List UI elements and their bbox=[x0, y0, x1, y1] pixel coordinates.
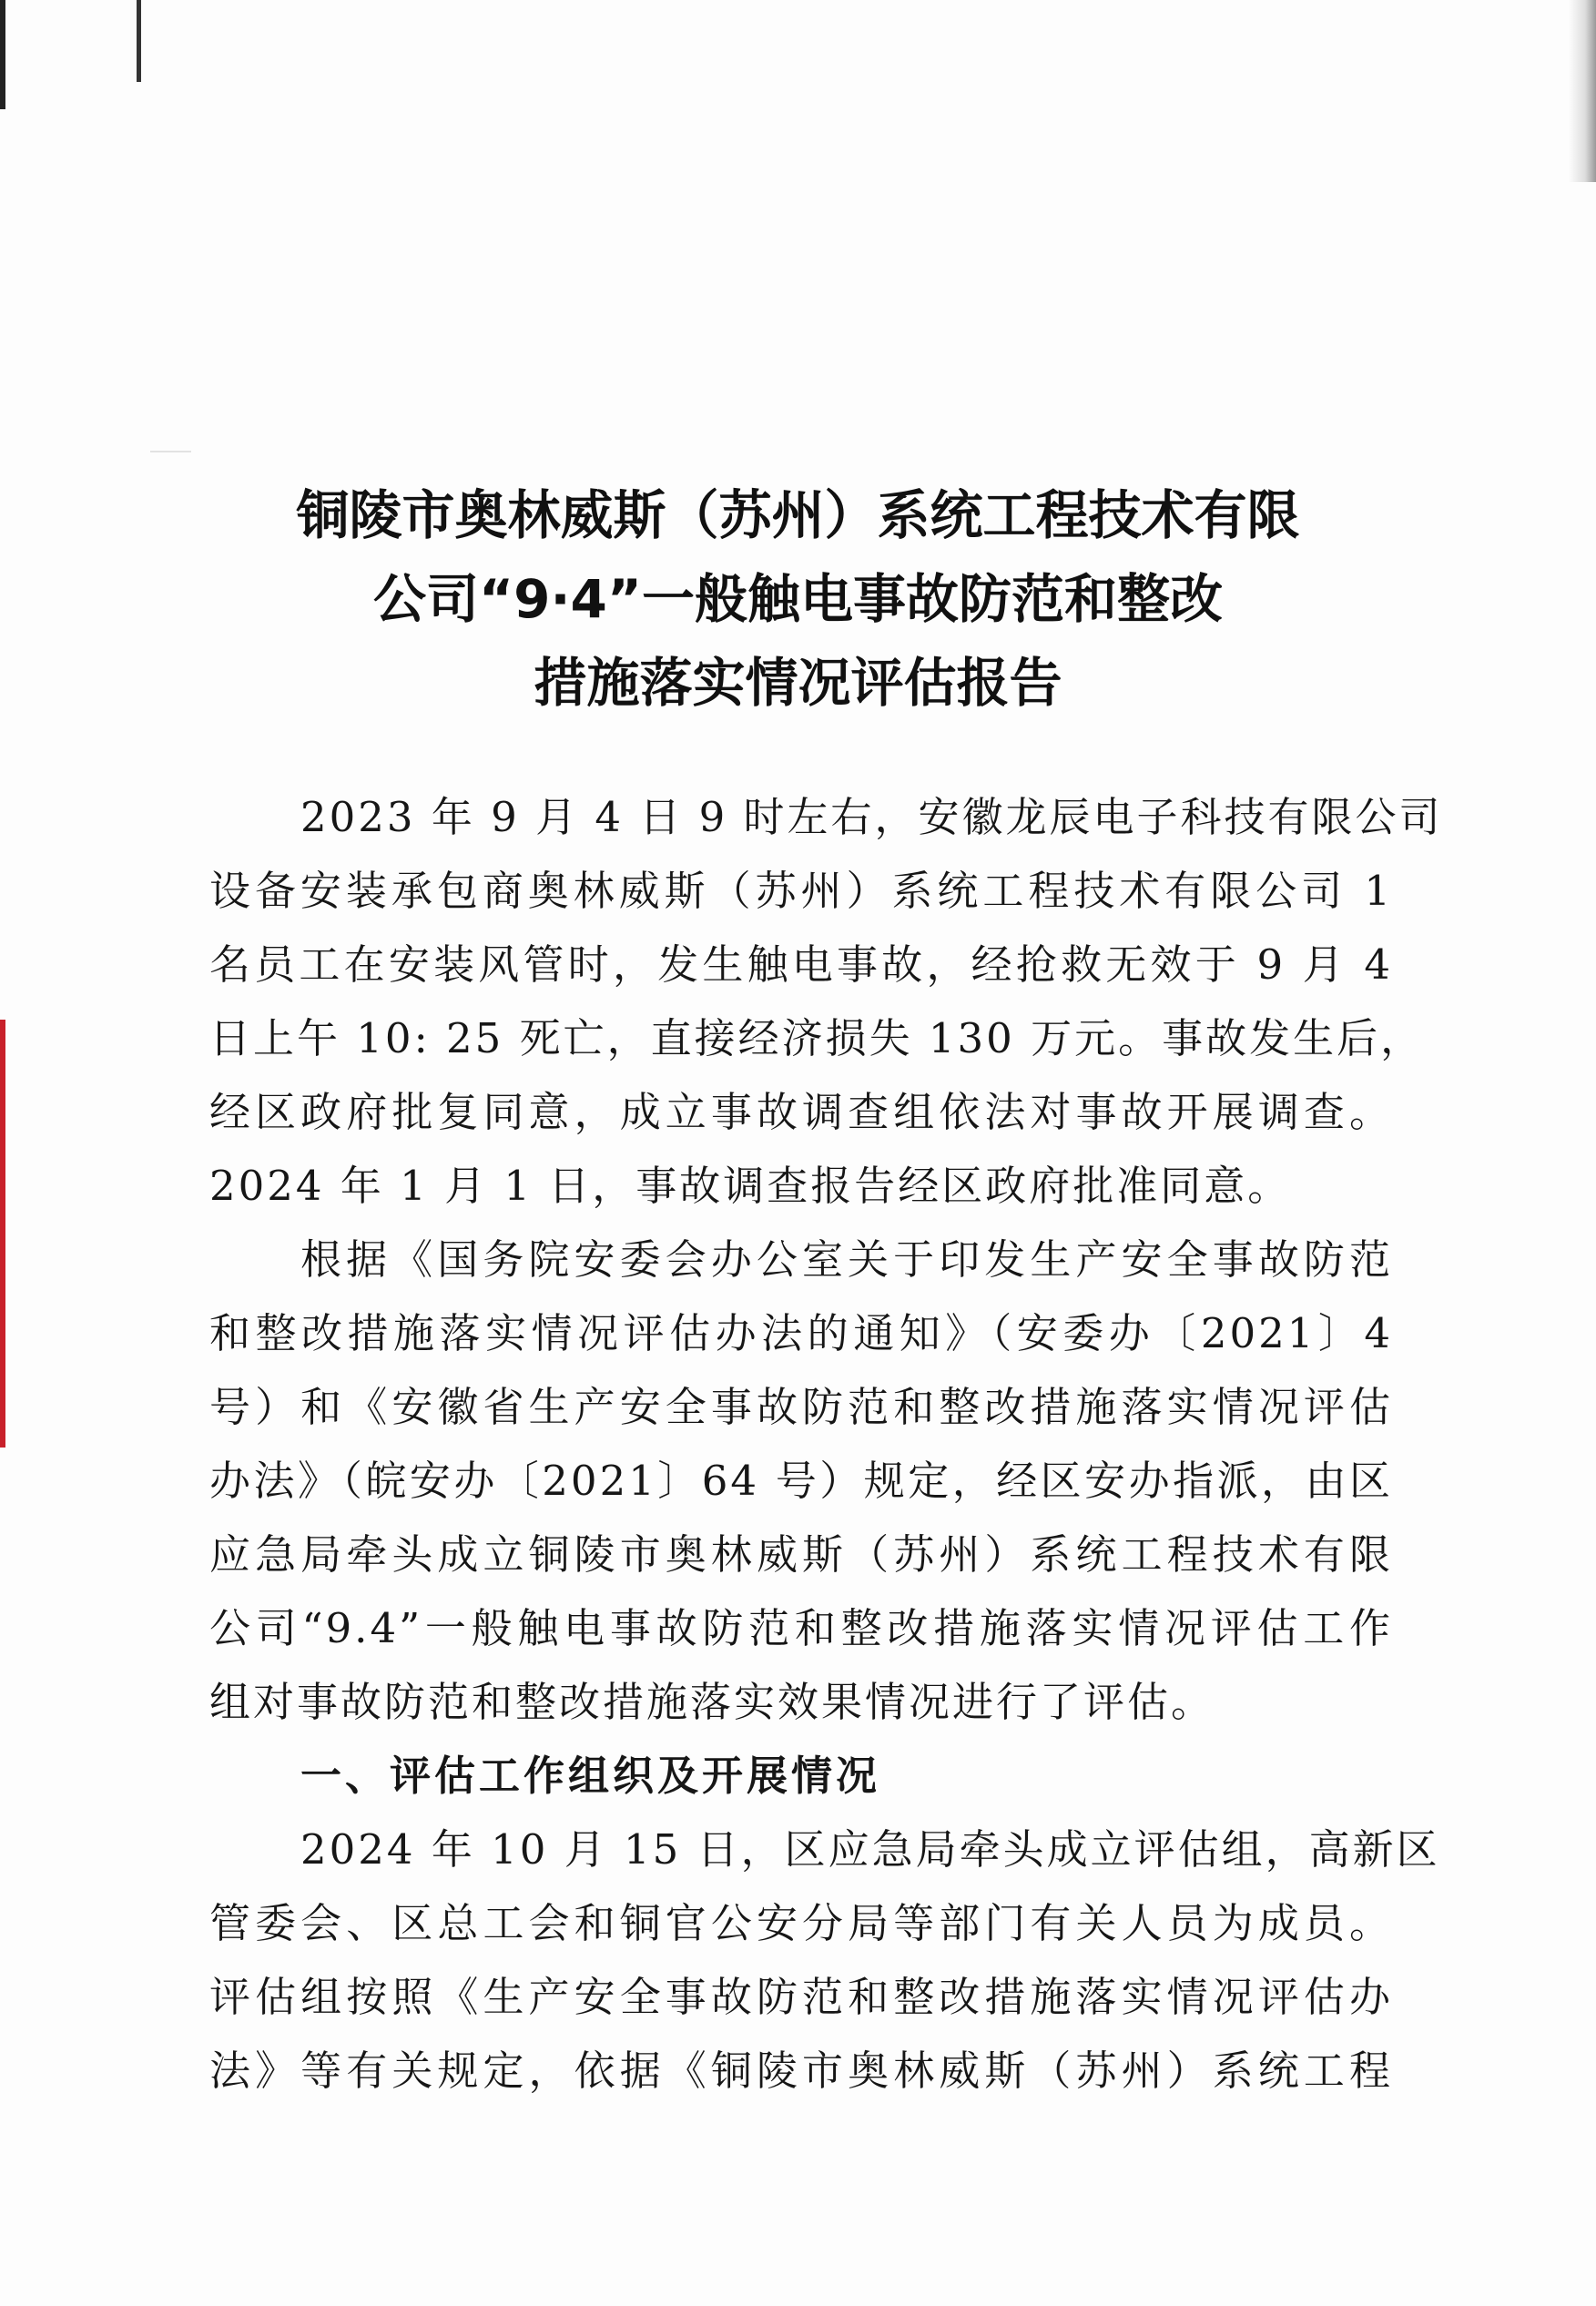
scan-edge-mark bbox=[0, 1020, 5, 1448]
text-line: 名员工在安装风管时，发生触电事故，经抢救无效于 9 月 4 bbox=[209, 940, 1393, 989]
text-line: 经区政府批复同意，成立事故调查组依法对事故开展调查。 bbox=[209, 1088, 1393, 1136]
text-line: 号）和《安徽省生产安全事故防范和整改措施落实情况评估 bbox=[209, 1383, 1393, 1431]
text-line: 评估组按照《生产安全事故防范和整改措施落实情况评估办 bbox=[209, 1973, 1393, 2021]
text-line: 根据《国务院安委会办公室关于印发生产安全事故防范 bbox=[300, 1235, 1393, 1284]
text-line: 法》等有关规定，依据《铜陵市奥林威斯（苏州）系统工程 bbox=[209, 2047, 1393, 2095]
text-line: 设备安装承包商奥林威斯（苏州）系统工程技术有限公司 1 bbox=[209, 867, 1393, 915]
document-title bbox=[182, 473, 1414, 725]
scan-shadow bbox=[1569, 0, 1596, 182]
text-line: 日上午 10: 25 死亡，直接经济损失 130 万元。事故发生后， bbox=[209, 1014, 1425, 1062]
text-line: 组对事故防范和整改措施落实效果情况进行了评估。 bbox=[209, 1678, 1215, 1726]
text-line: 公司“9.4”一般触电事故防范和整改措施落实情况评估工作 bbox=[209, 1604, 1393, 1652]
scan-edge-mark bbox=[0, 0, 5, 109]
text-line: 办法》（皖安办〔2021〕64 号）规定，经区安办指派，由区 bbox=[209, 1457, 1393, 1505]
scan-edge-mark bbox=[150, 451, 191, 452]
text-line: 管委会、区总工会和铜官公安分局等部门有关人员为成员。 bbox=[209, 1899, 1393, 1947]
document-body bbox=[209, 780, 1443, 2108]
scan-edge-mark bbox=[137, 0, 141, 82]
text-line: 2024 年 10 月 15 日，区应急局牵头成立评估组，高新区 bbox=[300, 1825, 1440, 1874]
title-line: 措施落实情况评估报告 bbox=[534, 652, 1062, 714]
text-line: 2023 年 9 月 4 日 9 时左右，安徽龙辰电子科技有限公司 bbox=[300, 793, 1443, 841]
text-line: 2024 年 1 月 1 日，事故调查报告经区政府批准同意。 bbox=[209, 1162, 1292, 1210]
paragraph-evaluation-team bbox=[209, 1813, 1440, 2108]
title-line: 公司“9·4”一般触电事故防范和整改 bbox=[373, 568, 1223, 630]
text-line: 应急局牵头成立铜陵市奥林威斯（苏州）系统工程技术有限 bbox=[209, 1530, 1393, 1579]
title-line: 铜陵市奥林威斯（苏州）系统工程技术有限 bbox=[296, 484, 1300, 546]
paragraph-incident-summary bbox=[209, 780, 1443, 1223]
text-line: 和整改措施落实情况评估办法的通知》（安委办〔2021〕4 bbox=[209, 1309, 1393, 1357]
section-heading: 一、评估工作组织及开展情况 bbox=[300, 1752, 881, 1800]
paragraph-basis bbox=[209, 1223, 1393, 1739]
